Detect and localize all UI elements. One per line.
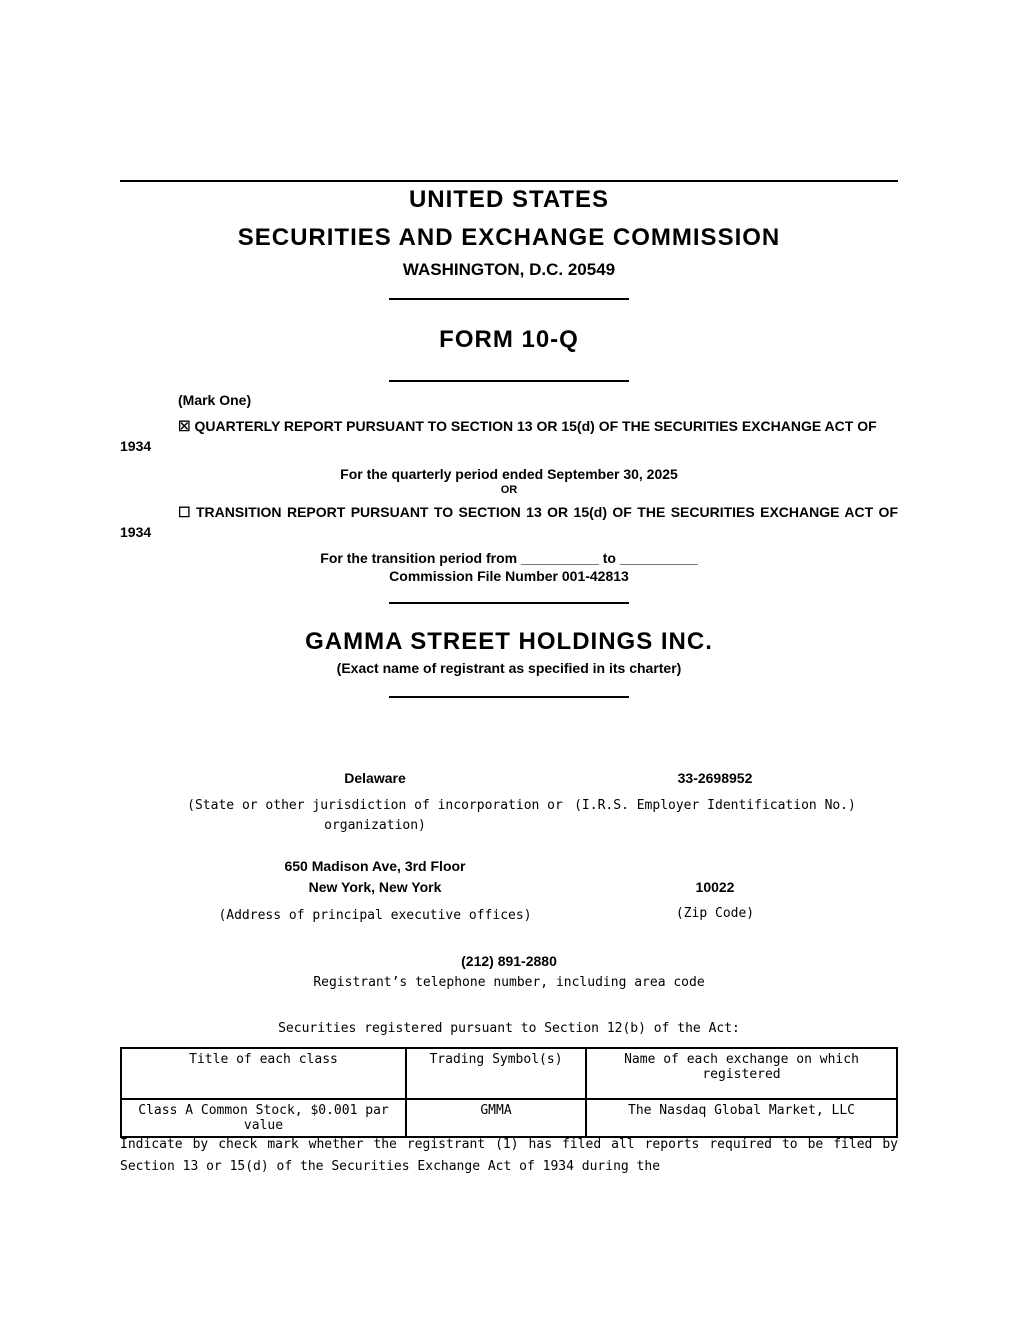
securities-table (120, 1047, 898, 1138)
phone-caption: Registrant’s telephone number, including area code (313, 975, 705, 990)
divider (389, 602, 629, 604)
agency-title: UNITED STATES (408, 186, 610, 213)
cell-exchange: The Nasdaq Global Market, LLC (586, 1099, 897, 1137)
table-row (121, 1099, 897, 1137)
state-caption: (State or other jurisdiction of incorporation or organization) (187, 798, 563, 833)
commission-title: SECURITIES AND EXCHANGE COMMISSION (237, 224, 781, 251)
quarterly-report-line (120, 416, 898, 456)
securities-intro: Securities registered pursuant to Section 12(b) of the Act: (278, 1021, 740, 1036)
period-line: For the quarterly period ended September 30, 2025 (340, 466, 678, 482)
header-trading-symbol: Trading Symbol(s) (406, 1048, 586, 1099)
header-exchange: Name of each exchange on which registered (586, 1048, 897, 1099)
transition-report-text: TRANSITION REPORT PURSUANT TO SECTION 13 OR 15(d) OF THE SECURITIES EXCHANGE ACT OF 1934 (120, 504, 898, 540)
divider (389, 298, 629, 300)
header-title-of-class: Title of each class (121, 1048, 406, 1099)
employer-id-number: 33-2698952 (677, 770, 753, 786)
transition-period-line: For the transition period from __________ to __________ (320, 550, 698, 566)
transition-report-line (120, 502, 898, 542)
form-title: FORM 10-Q (439, 326, 579, 353)
top-rule (120, 180, 898, 182)
footer-paragraph: Indicate by check mark whether the registrant (1) has filed all reports required to be filed by Section 13 or 15(d) of the Securities Exchange Act of 1934 during the (120, 1137, 898, 1174)
divider (389, 380, 629, 382)
state-of-incorporation: Delaware (344, 770, 406, 786)
cell-trading-symbol: GMMA (406, 1099, 586, 1137)
address-caption: (Address of principal executive offices) (218, 908, 532, 923)
registrant-name: GAMMA STREET HOLDINGS INC. (305, 628, 713, 655)
commission-file-number: Commission File Number 001-42813 (389, 568, 629, 584)
zip-caption: (Zip Code) (675, 906, 755, 921)
address-line-1: 650 Madison Ave, 3rd Floor (284, 858, 466, 874)
securities-table-wrap (120, 1047, 898, 1138)
phone-number: (212) 891-2880 (461, 953, 557, 969)
registrant-name-caption: (Exact name of registrant as specified in its charter) (336, 660, 682, 676)
zip-code: 10022 (695, 879, 735, 895)
ein-caption: (I.R.S. Employer Identification No.) (574, 798, 856, 813)
transition-checkbox[interactable]: ☐ (178, 504, 191, 520)
cell-class-title: Class A Common Stock, $0.001 par value (121, 1099, 406, 1137)
mark-one: (Mark One) (178, 392, 252, 408)
or-text: OR (500, 484, 518, 496)
divider (389, 696, 629, 698)
address-line-2: New York, New York (308, 879, 442, 895)
table-header-row (121, 1048, 897, 1099)
quarterly-checkbox[interactable]: ☒ (178, 418, 191, 434)
quarterly-report-text: QUARTERLY REPORT PURSUANT TO SECTION 13 OR 15(d) OF THE SECURITIES EXCHANGE ACT OF 1934 (120, 418, 877, 454)
document-page (120, 180, 898, 698)
city-line: WASHINGTON, D.C. 20549 (402, 260, 616, 279)
